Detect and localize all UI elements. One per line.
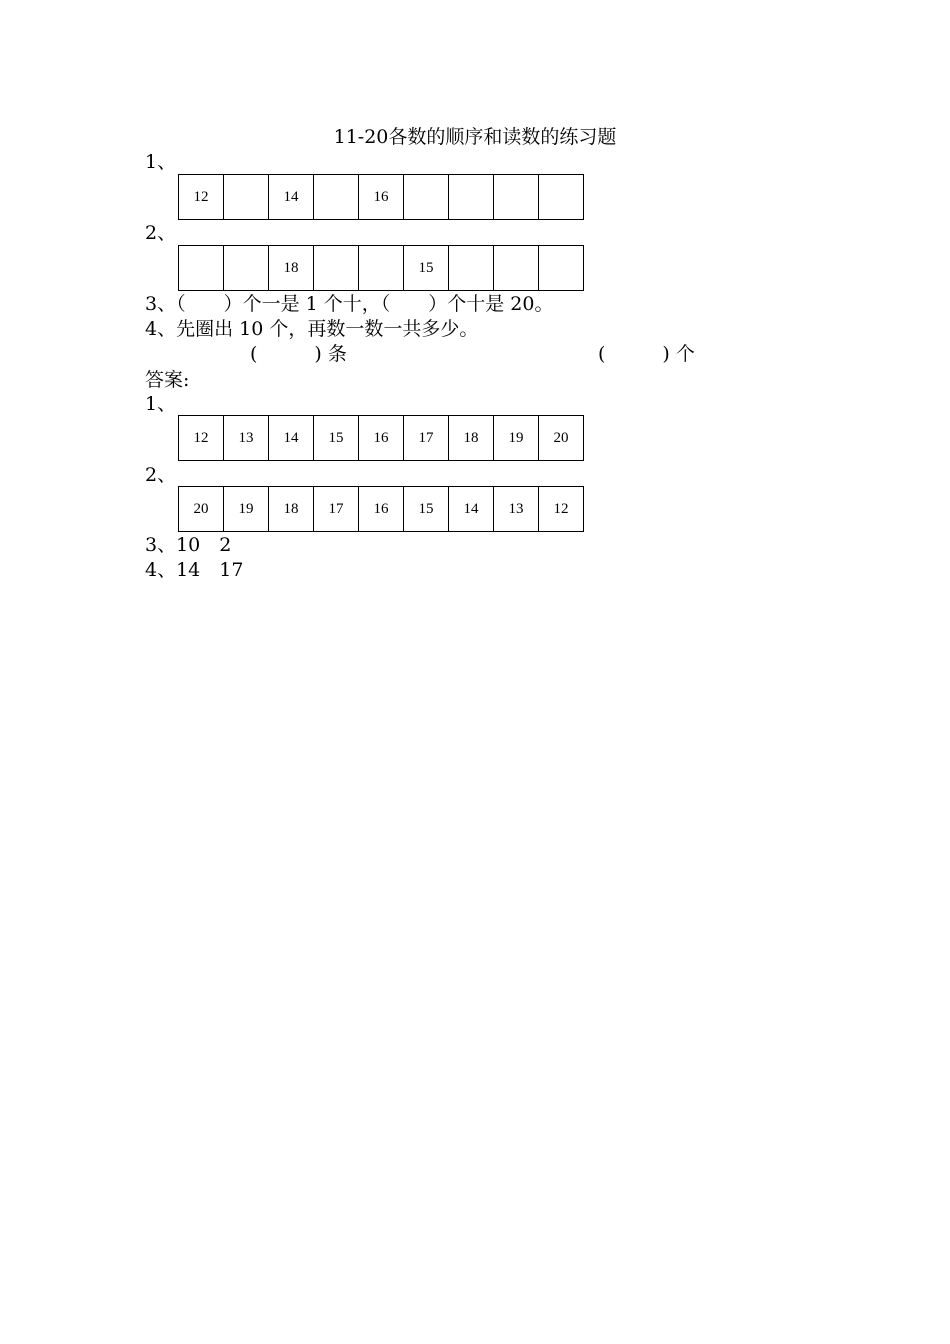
grid-cell: 14 (449, 487, 494, 531)
question-2-grid (178, 245, 584, 291)
question-4-blank-right: ( ) 个 (598, 343, 695, 365)
grid-cell (404, 175, 449, 219)
question-3-text: 3、（ ）个一是 1 个十，（ ）个十是 20。 (145, 293, 554, 315)
grid-cell: 12 (179, 175, 224, 219)
grid-cell: 15 (404, 246, 449, 290)
answer-2-grid (178, 486, 584, 532)
answer-1-label: 1、 (145, 393, 177, 415)
grid-cell: 13 (224, 416, 269, 460)
grid-cell: 12 (539, 487, 584, 531)
question-2-label: 2、 (145, 222, 177, 244)
grid-cell: 12 (179, 416, 224, 460)
grid-cell: 16 (359, 416, 404, 460)
answer-2-label: 2、 (145, 464, 177, 486)
grid-cell: 16 (359, 175, 404, 219)
grid-cell: 20 (539, 416, 584, 460)
grid-cell: 15 (314, 416, 359, 460)
grid-cell (449, 175, 494, 219)
answer-3-text: 3、10 2 (145, 534, 232, 556)
question-4-text: 4、先圈出 10 个，再数一数一共多少。 (145, 318, 479, 340)
grid-cell: 20 (179, 487, 224, 531)
question-4-blank-left: ( ) 条 (250, 343, 347, 365)
answer-4-text: 4、14 17 (145, 559, 244, 581)
grid-cell (494, 246, 539, 290)
grid-cell (314, 246, 359, 290)
answer-header: 答案: (145, 369, 190, 391)
grid-cell: 13 (494, 487, 539, 531)
grid-cell (179, 246, 224, 290)
grid-cell: 14 (269, 175, 314, 219)
grid-cell: 18 (269, 487, 314, 531)
grid-cell: 17 (404, 416, 449, 460)
grid-cell: 14 (269, 416, 314, 460)
grid-cell: 16 (359, 487, 404, 531)
grid-cell: 17 (314, 487, 359, 531)
grid-cell (494, 175, 539, 219)
grid-cell (224, 175, 269, 219)
grid-cell (359, 246, 404, 290)
question-1-label: 1、 (145, 151, 177, 173)
answer-1-grid (178, 415, 584, 461)
grid-cell (224, 246, 269, 290)
grid-cell: 19 (494, 416, 539, 460)
grid-cell: 15 (404, 487, 449, 531)
grid-cell (539, 175, 584, 219)
grid-cell: 18 (269, 246, 314, 290)
grid-cell: 19 (224, 487, 269, 531)
grid-cell (539, 246, 584, 290)
page-title: 11-20各数的顺序和读数的练习题 (333, 126, 617, 148)
grid-cell (314, 175, 359, 219)
grid-cell: 18 (449, 416, 494, 460)
question-1-grid (178, 174, 584, 220)
grid-cell (449, 246, 494, 290)
